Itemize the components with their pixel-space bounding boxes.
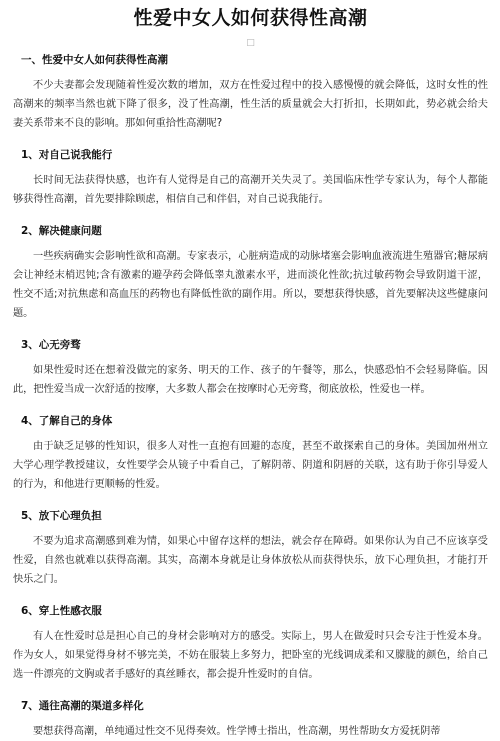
section-6 bbox=[13, 508, 488, 589]
section-heading: 一、性爱中女人如何获得性高潮 bbox=[21, 54, 168, 66]
title-mark: □ bbox=[246, 38, 255, 48]
page-title: 性爱中女人如何获得性高潮 bbox=[133, 7, 368, 29]
section-heading: 3、心无旁骛 bbox=[21, 339, 81, 351]
section-heading: 2、解决健康问题 bbox=[21, 225, 102, 237]
section-2 bbox=[13, 147, 488, 209]
section-heading: 6、穿上性感衣服 bbox=[21, 605, 102, 617]
section-body: 有人在性爱时总是担心自己的身材会影响对方的感受。实际上，男人在做爱时只会专注于性爱本身。作为女人，如果觉得身材不够完美，不妨在服装上多努力，把卧室的光线调成柔和又朦胧的颜色，给自己选一件漂亮的文胸或者手感好的真丝睡衣，都会提升性爱时的自信。 bbox=[13, 631, 488, 680]
section-body: 不要为追求高潮感到难为情，如果心中留存这样的想法，就会存在障碍。如果你认为自己不应该享受性爱，自然也就难以获得高潮。其实，高潮本身就是让身体放松从而获得快乐，放下心理负担，才能打开快乐之门。 bbox=[13, 536, 488, 585]
section-heading: 7、通往高潮的渠道多样化 bbox=[21, 700, 144, 712]
section-8 bbox=[13, 698, 488, 741]
section-body: 长时间无法获得快感，也许有人觉得是自己的高潮开关失灵了。美国临床性学专家认为，每个人都能够获得性高潮，首先要排除顾虑，相信自己和伴侣，对自己说我能行。 bbox=[13, 175, 488, 205]
section-7 bbox=[13, 603, 488, 684]
section-3 bbox=[13, 223, 488, 323]
section-5 bbox=[13, 413, 488, 494]
section-body: 一些疾病确实会影响性欲和高潮。专家表示，心脏病造成的动脉堵塞会影响血液流进生殖器官;糖尿病会让神经末梢迟钝;含有激素的避孕药会降低睾丸激素水平，进而淡化性欲;抗过敏药物会导致阴道干涩，性交不适;对抗焦虑和高血压的药物也有降低性欲的副作用。所以，要想获得快感，首先要解决这些健康问题。 bbox=[13, 251, 488, 319]
section-heading: 5、放下心理负担 bbox=[21, 510, 102, 522]
section-heading: 4、了解自己的身体 bbox=[21, 415, 113, 427]
section-body: 如果性爱时还在想着没做完的家务、明天的工作、孩子的午餐等，那么，快感恐怕不会轻易降临。因此，把性爱当成一次舒适的按摩，大多数人都会在按摩时心无旁骛，彻底放松，性爱也一样。 bbox=[13, 365, 488, 395]
section-heading: 1、对自己说我能行 bbox=[21, 149, 113, 161]
section-4 bbox=[13, 337, 488, 399]
section-1 bbox=[13, 52, 488, 133]
section-body: 不少夫妻都会发现随着性爱次数的增加，双方在性爱过程中的投入感慢慢的就会降低，这时女性的性高潮来的频率当然也就下降了很多，没了性高潮，性生活的质量就会大打折扣，长期如此，势必就会给夫妻关系带来不良的影响。那如何重拾性高潮呢? bbox=[13, 80, 488, 129]
section-body: 由于缺乏足够的性知识，很多人对性一直抱有回避的态度，甚至不敢探索自己的身体。美国加州州立大学心理学教授建议，女性要学会从镜子中看自己，了解阴蒂、阴道和阴唇的关联，这有助于你引导爱人的行为，和他进行更顺畅的性爱。 bbox=[13, 441, 488, 490]
section-body: 要想获得高潮，单纯通过性交不见得奏效。性学博士指出，性高潮，男性帮助女方爱抚阴蒂 bbox=[33, 726, 441, 737]
